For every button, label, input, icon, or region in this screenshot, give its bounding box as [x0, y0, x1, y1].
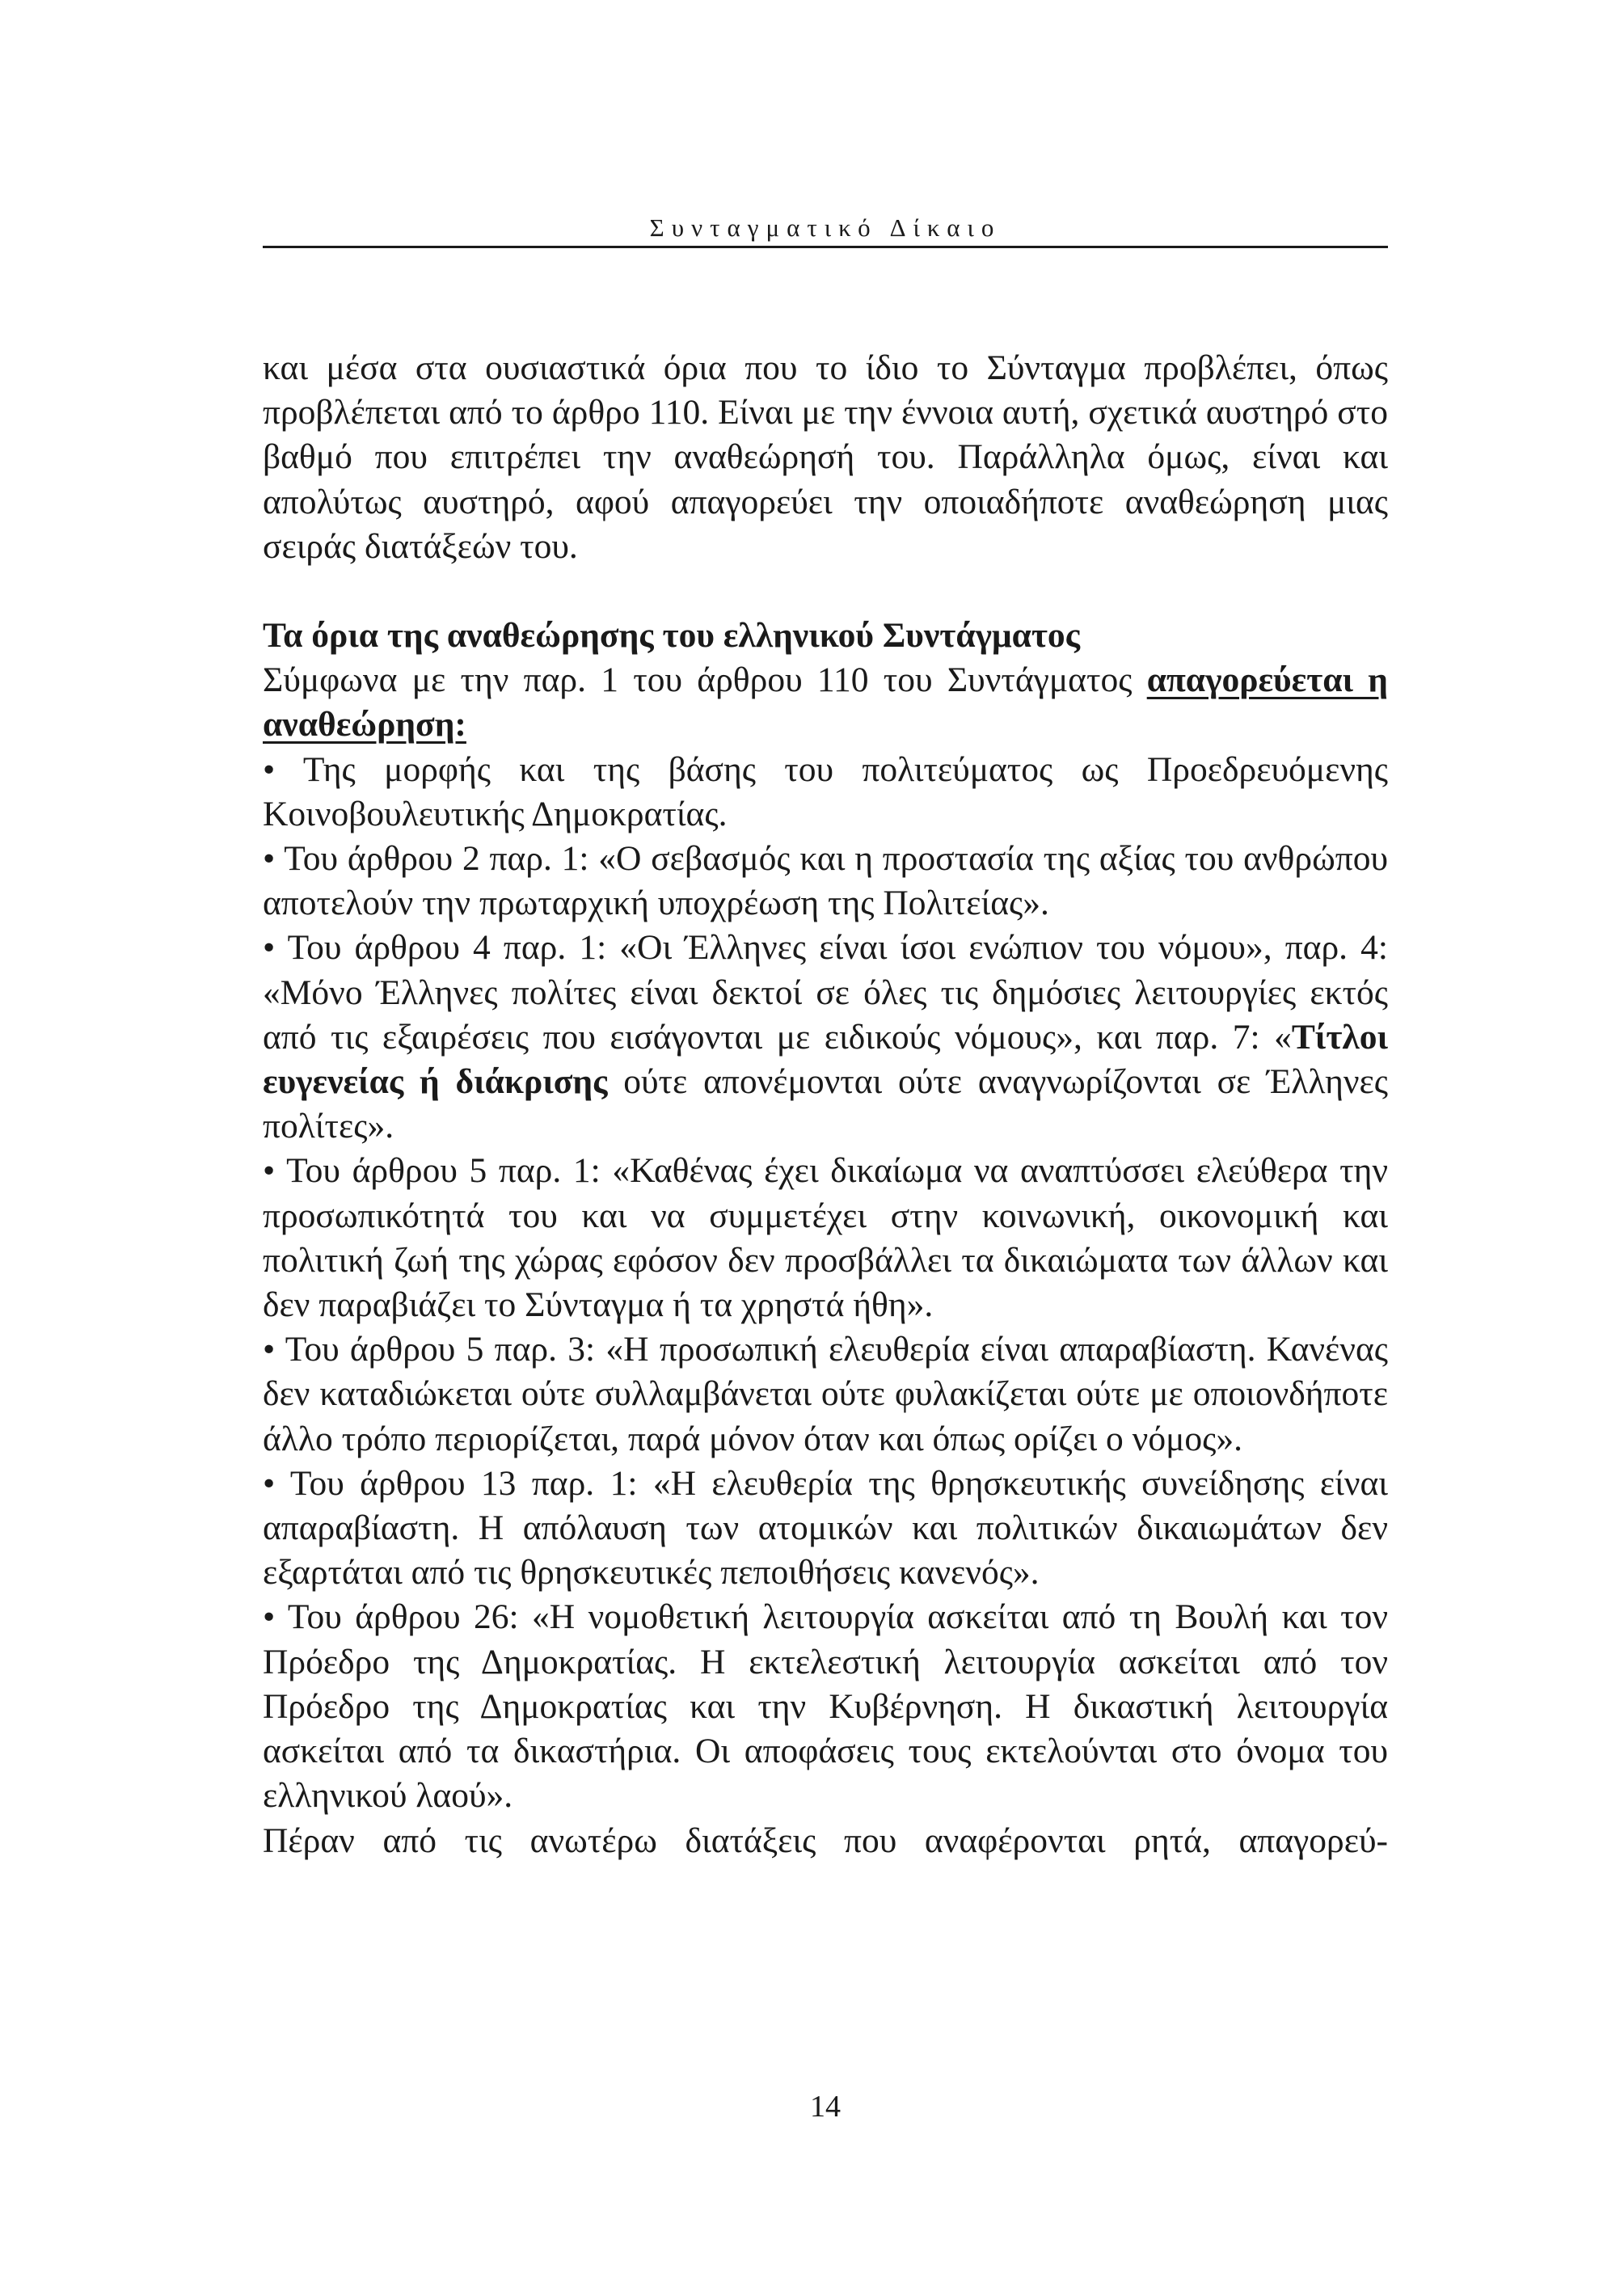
section-lead [263, 658, 1388, 747]
header-rule [263, 246, 1388, 248]
closing-line: Πέραν από τις ανωτέρω διατάξεις που αναφέρονται ρητά, απαγορεύ- [263, 1821, 1388, 1860]
list-item: • Του άρθρου 5 παρ. 3: «Η προσωπική ελευθερία είναι απαραβίαστη. Κανένας δεν καταδιώκεται ούτε συλλαμβάνεται ούτε φυλακίζεται ούτε με οποιονδήποτε άλλο τρόπο περιορίζεται, παρά μόνον όταν και όπως ορίζει ο νόμος». [263, 1330, 1388, 1458]
section-heading: Τα όρια της αναθεώρησης του ελληνικού Συντάγματος [263, 616, 1081, 656]
list-item [263, 926, 1388, 1149]
list-item: • Του άρθρου 13 παρ. 1: «Η ελευθερία της θρησκευτικής συνείδησης είναι απαραβίαστη. Η απόλαυση των ατομικών και πολιτικών δικαιωμάτων δεν εξαρτάται από τις θρησκευτικές πεποιθήσεις κανενός». [263, 1463, 1388, 1593]
list-item: • Της μορφής και της βάσης του πολιτεύματος ως Προεδρευόμενης Κοινοβουλευτικής Δημοκρατίας. [263, 749, 1388, 833]
list-item: • Του άρθρου 5 παρ. 1: «Καθένας έχει δικαίωμα να αναπτύσσει ελεύθερα την προσωπικότητά του και να συμμετέχει στην κοινωνική, οικονομική και πολιτική ζωή της χώρας εφόσον δεν προσβάλλει τα δικαιώματα των άλλων και δεν παραβιάζει το Σύνταγμα ή τα χρηστά ήθη». [263, 1151, 1388, 1325]
page-body [263, 346, 1388, 1863]
list-item: • Του άρθρου 2 παρ. 1: «Ο σεβασμός και η προστασία της αξίας του ανθρώπου αποτελούν την πρωταρχική υποχρέωση της Πολιτείας». [263, 839, 1388, 923]
list-item-text: • Του άρθρου 4 παρ. 1: «Οι Έλληνες είναι ίσοι ενώπιον του νόμου», παρ. 4: «Μόνο Έλληνες πολίτες είναι δεκτοί σε όλες τις δημόσιες λειτουργίες εκτός από τις εξαιρέσεις που εισάγονται με ειδικούς νόμους», και παρ. 7: « [263, 928, 1388, 1057]
section-lead-text: Σύμφωνα με την παρ. 1 του άρθρου 110 του Συντάγματος [263, 660, 1147, 700]
list-item: • Του άρθρου 26: «Η νομοθετική λειτουργία ασκείται από τη Βουλή και τον Πρόεδρο της Δημοκρατίας. Η εκτελεστική λειτουργία ασκείται από τον Πρόεδρο της Δημοκρατίας και την Κυβέρνηση. Η δικαστική λειτουργία ασκείται από τα δικαστήρια. Οι αποφάσεις τους εκτελούνται στο όνομα του ελληνικού λαού». [263, 1597, 1388, 1816]
paragraph-gap [263, 569, 1388, 614]
intro-paragraph: και μέσα στα ουσιαστικά όρια που το ίδιο το Σύνταγμα προβλέπει, όπως προβλέπεται από το άρθρο 110. Είναι με την έννοια αυτή, σχετικά αυστηρό στο βαθμό που επιτρέπει την αναθεώρησή του. Παράλληλα όμως, είναι και απολύτως αυστηρό, αφού απαγορεύει την οποιαδήποτε αναθεώρηση μιας σειράς διατάξεών του. [263, 348, 1388, 566]
page-number: 14 [810, 2090, 841, 2124]
list-item-text: ούτε απονέμονται ούτε αναγνωρίζονται σε Έλληνες πολίτες». [263, 1062, 1388, 1146]
running-header: Συνταγματικό Δίκαιο [649, 213, 1002, 242]
section-lead-underlined: απαγορεύεται η αναθεώρηση: [263, 660, 1388, 745]
list-item-bold-text: Τίτλοι ευγενείας ή διάκρισης [263, 1017, 1388, 1102]
